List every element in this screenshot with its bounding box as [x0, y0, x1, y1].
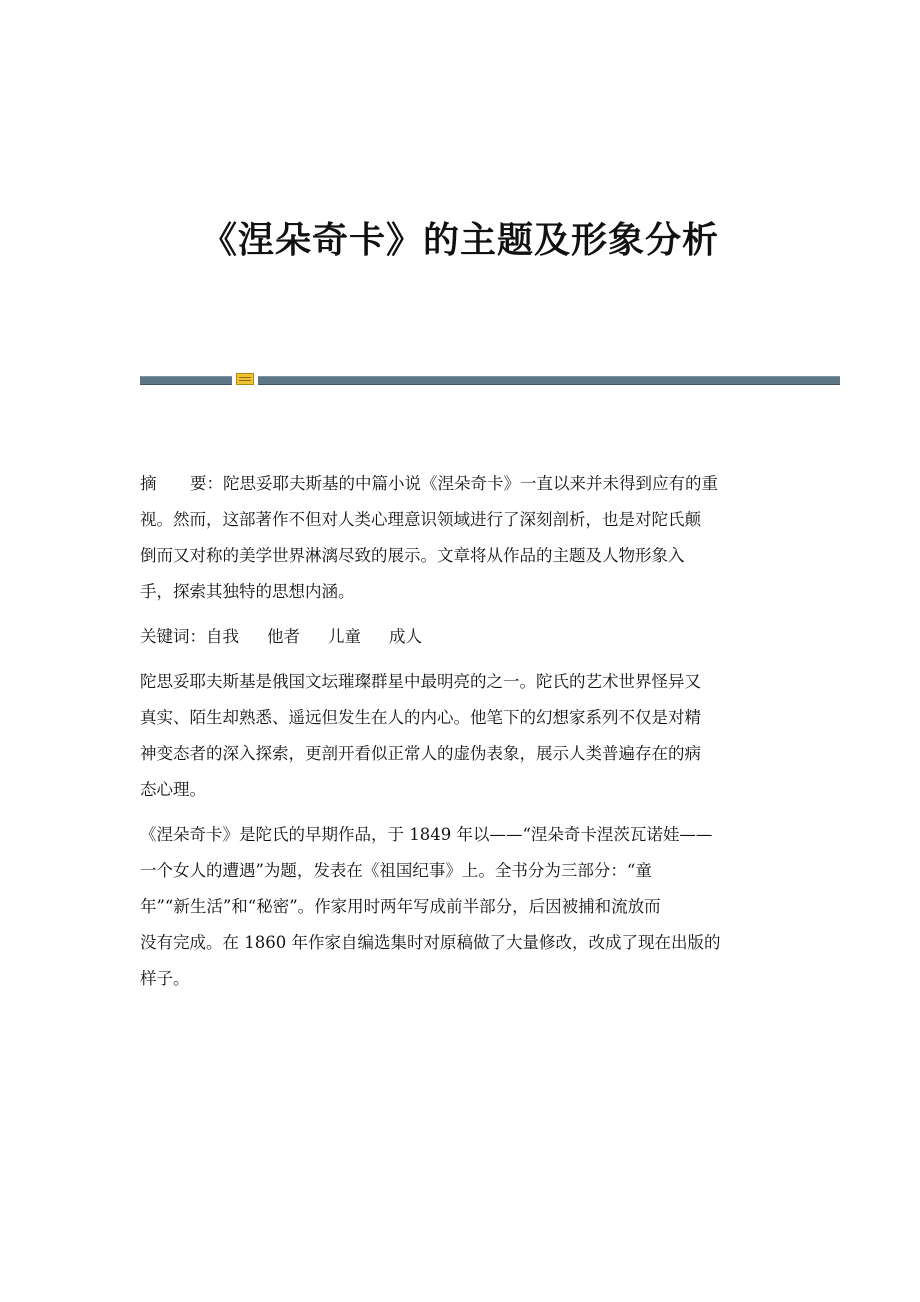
paragraph-line: 没有完成。在 1860 年作家自编选集时对原稿做了大量修改，改成了现在出版的 [140, 933, 721, 952]
abstract-line: 视。然而，这部著作不但对人类心理意识领域进行了深刻剖析，也是对陀氏颠 [140, 510, 701, 529]
abstract-text: 陀思妥耶夫斯基的中篇小说《涅朵奇卡》一直以来并未得到应有的重 [223, 474, 718, 493]
paragraph-line: 年”“新生活”和“秘密”。作家用时两年写成前半部分，后因被捕和流放而 [140, 897, 661, 916]
document-body [140, 466, 780, 997]
abstract-line [140, 466, 780, 502]
keyword: 他者 [267, 627, 300, 646]
abstract-line: 倒而又对称的美学世界淋漓尽致的展示。文章将从作品的主题及人物形象入 [140, 546, 685, 565]
abstract-line: 手，探索其独特的思想内涵。 [140, 582, 355, 601]
body-paragraph-2 [140, 817, 780, 997]
divider-emblem-icon [236, 373, 254, 385]
keyword: 成人 [389, 627, 422, 646]
abstract-label-char1: 摘 [140, 474, 157, 493]
paragraph-line: 神变态者的深入探索，更剖开看似正常人的虚伪表象，展示人类普遍存在的病 [140, 744, 701, 763]
keywords-line [140, 619, 780, 655]
keywords-label: 关键词： [140, 627, 206, 646]
divider-bar-right [258, 376, 840, 385]
abstract-section [140, 466, 780, 610]
paragraph-line: 样子。 [140, 969, 190, 988]
abstract-label-char2: 要： [190, 474, 223, 493]
paragraph-line: 《涅朵奇卡》是陀氏的早期作品，于 1849 年以——“涅朵奇卡涅茨瓦诺娃—— [140, 825, 713, 844]
keyword: 儿童 [328, 627, 361, 646]
keyword: 自我 [206, 627, 239, 646]
divider-bar-left [140, 376, 232, 385]
title-divider [140, 372, 840, 386]
paragraph-line: 态心理。 [140, 780, 206, 799]
document-title: 《涅朵奇卡》的主题及形象分析 [200, 220, 719, 261]
paragraph-line: 真实、陌生却熟悉、遥远但发生在人的内心。他笔下的幻想家系列不仅是对精 [140, 708, 701, 727]
paragraph-line: 一个女人的遭遇”为题，发表在《祖国纪事》上。全书分为三部分：“童 [140, 861, 652, 880]
paragraph-line: 陀思妥耶夫斯基是俄国文坛璀璨群星中最明亮的之一。陀氏的艺术世界怪异又 [140, 672, 701, 691]
body-paragraph-1 [140, 664, 780, 808]
